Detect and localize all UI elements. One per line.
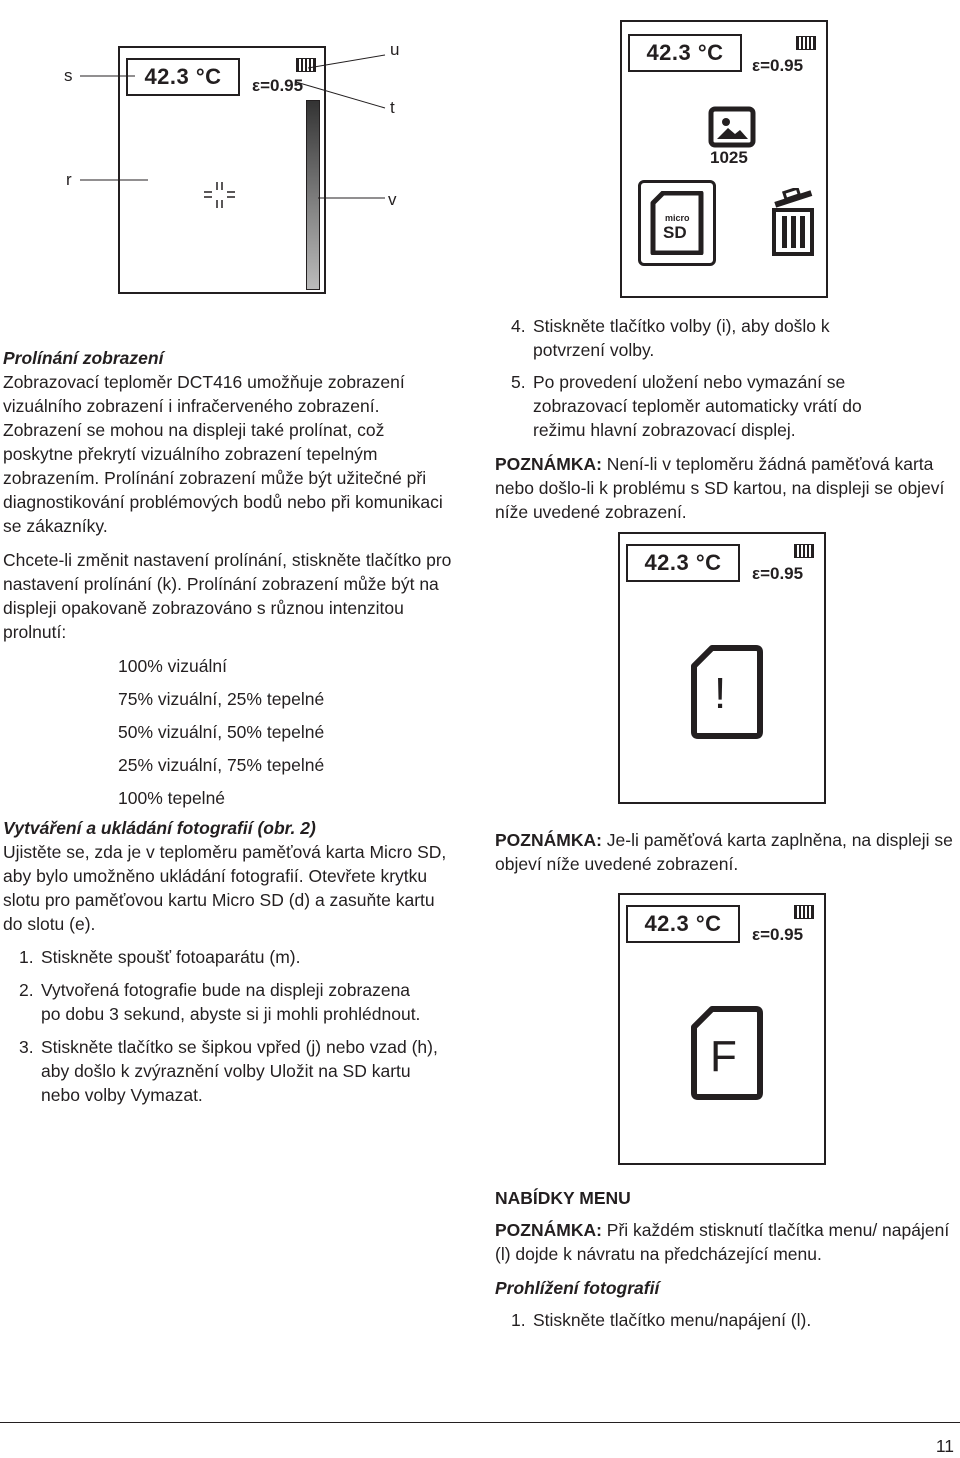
left-column — [3, 346, 453, 1107]
step-text: Stiskněte tlačítko volby (i), aby došlo k potvrzení volby. — [533, 316, 830, 360]
sd-card-error-icon — [690, 644, 764, 740]
step-number: 4. — [511, 316, 526, 336]
note-no-card — [495, 452, 955, 524]
battery-icon — [794, 544, 814, 558]
note-text: Je-li paměťová karta zaplněna, na displeji se objeví níže uvedené zobrazení. — [495, 830, 953, 874]
step-number: 1. — [511, 1310, 526, 1330]
callout-label-r: r — [66, 170, 72, 189]
image-icon — [708, 106, 756, 148]
emissivity-readout: ε=0.95 — [752, 925, 804, 944]
trash-icon[interactable] — [768, 188, 818, 258]
blend-level: 50% vizuální, 50% tepelné — [118, 722, 325, 742]
figure-4-card-full-screen — [618, 893, 826, 1165]
note-text: Není-li v teploměru žádná paměťová karta nebo došlo-li k problému s SD kartou, na displeji se objeví níže uvedené zobrazení. — [495, 454, 945, 522]
battery-icon — [794, 905, 814, 919]
section-title-photos: Vytváření a ukládání fotografií (obr. 2) — [3, 818, 316, 838]
page-number: 11 — [935, 1436, 954, 1456]
blending-paragraph-2: Chcete-li změnit nastavení prolínání, stiskněte tlačítko pro nastavení prolínání (k). Prolínání zobrazení může být na displeji opakovaně zobrazováno s různou intenzitou prolnutí: — [3, 550, 452, 642]
figure-2-save-screen — [620, 20, 828, 298]
note-label: POZNÁMKA: — [495, 830, 602, 850]
blend-levels-list — [118, 654, 453, 810]
step-item — [511, 1308, 955, 1332]
step-text: Stiskněte spoušť fotoaparátu (m). — [41, 947, 301, 967]
blending-paragraph-1: Zobrazovací teploměr DCT416 umožňuje zobrazení vizuálního zobrazení i infračerveného zobrazení. Zobrazení se mohou na displeji také prolínat, což poskytne překrytí vizuálního zobrazení tepelným zobrazením. Prolínání zobrazení může být užitečné při diagnostikování problémových bodů nebo při komunikaci se zákazníky. — [3, 372, 443, 536]
sd-card-label-sd: SD — [663, 223, 687, 242]
callout-label-s: s — [64, 66, 73, 85]
step-number: 5. — [511, 372, 526, 392]
battery-icon — [796, 36, 816, 50]
step-text: Stiskněte tlačítko se šipkou vpřed (j) nebo vzad (h), aby došlo k zvýraznění volby Uložit na SD kartu nebo volby Vymazat. — [41, 1037, 438, 1105]
emissivity-readout: ε=0.95 — [252, 76, 304, 95]
footer-divider — [0, 1422, 960, 1423]
step-item — [511, 314, 871, 362]
photo-count: 1025 — [710, 148, 748, 167]
step-text: Po provedení uložení nebo vymazání se zobrazovací teploměr automaticky vrátí do režimu hlavní zobrazovací displej. — [533, 372, 862, 440]
note-card-full — [495, 828, 955, 876]
section-title-view-photos: Prohlížení fotografií — [495, 1278, 660, 1298]
step-item — [19, 945, 453, 969]
step-item — [19, 978, 429, 1026]
temperature-readout: 42.3 °C — [626, 905, 740, 943]
sd-card-label-micro: micro — [665, 213, 690, 223]
blend-level: 100% tepelné — [118, 788, 226, 808]
error-glyph: ! — [714, 669, 727, 718]
section-title-blending: Prolínání zobrazení — [3, 348, 164, 368]
note-label: POZNÁMKA: — [495, 1220, 602, 1240]
blend-level: 25% vizuální, 75% tepelné — [118, 755, 325, 775]
emissivity-readout: ε=0.95 — [752, 56, 804, 75]
callout-label-t: t — [390, 98, 395, 117]
step-text: Vytvořená fotografie bude na displeji zobrazena po dobu 3 sekund, abyste si ji mohli prohlédnout. — [41, 980, 421, 1024]
note-text: Při každém stisknutí tlačítka menu/ napájení (l) dojde k návratu na předcházející menu. — [495, 1220, 950, 1264]
photos-paragraph: Ujistěte se, zda je v teploměru paměťová karta Micro SD, aby bylo umožněno ukládání fotografií. Otevřete krytku slotu pro paměťovou kartu Micro SD (d) a zasuňte kartu do slotu (e). — [3, 842, 447, 934]
menu-section — [495, 1186, 955, 1332]
step-number: 1. — [19, 947, 34, 967]
right-column-top — [511, 314, 956, 442]
figure-1 — [0, 0, 460, 300]
callout-label-u: u — [390, 40, 400, 59]
save-to-sd-option[interactable] — [638, 180, 716, 266]
blend-level: 100% vizuální — [118, 656, 227, 676]
step-item — [19, 1035, 449, 1107]
temperature-readout: 42.3 °C — [626, 544, 740, 582]
menu-heading: NABÍDKY MENU — [495, 1188, 631, 1208]
full-glyph: F — [710, 1032, 737, 1081]
note-menu — [495, 1218, 955, 1266]
figure-3-card-error-screen — [618, 532, 826, 804]
blend-level: 75% vizuální, 25% tepelné — [118, 689, 325, 709]
step-item — [511, 370, 911, 442]
emissivity-readout: ε=0.95 — [752, 564, 804, 583]
note-label: POZNÁMKA: — [495, 454, 602, 474]
callout-label-v: v — [388, 190, 397, 209]
temperature-readout: 42.3 °C — [126, 58, 240, 96]
step-number: 2. — [19, 980, 34, 1000]
step-number: 3. — [19, 1037, 34, 1057]
step-text: Stiskněte tlačítko menu/napájení (l). — [533, 1310, 812, 1330]
temperature-readout: 42.3 °C — [628, 34, 742, 72]
